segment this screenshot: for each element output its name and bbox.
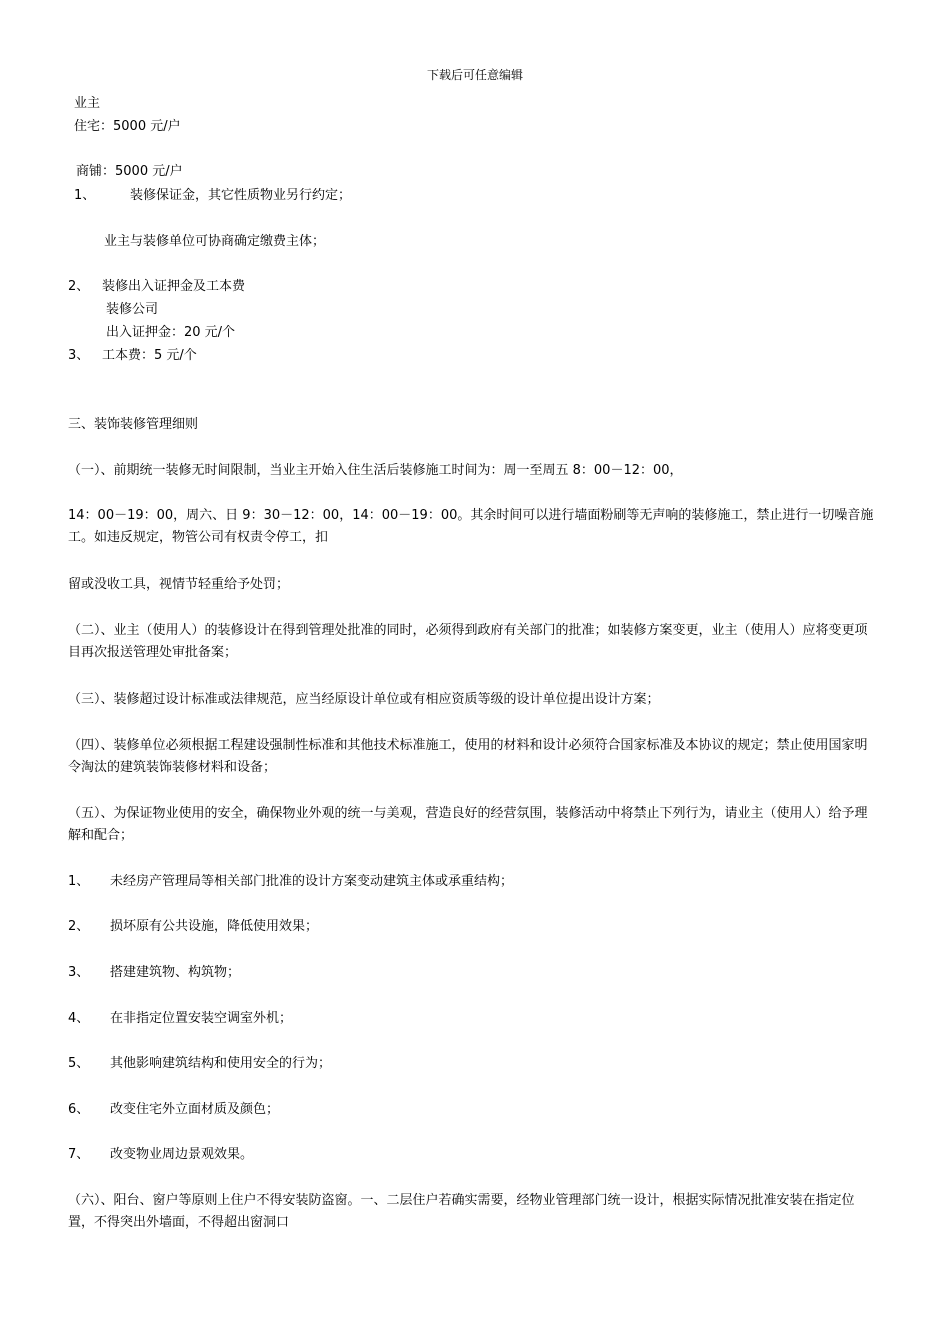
fee-item-1-note: 业主与装修单位可协商确定缴费主体； bbox=[104, 234, 326, 249]
fee-item-1-number: 1、 bbox=[74, 188, 96, 203]
paragraph-4: （四）、装修单位必须根据工程建设强制性标准和其他技术标准施工，使用的材料和设计必须符合国家标准及本协议的规定；禁止使用国家明令淘汰的建筑装饰装修材料和设备； bbox=[68, 738, 868, 775]
paragraph-1-line-1: （一）、前期统一装修无时间限制，当业主开始入住生活后装修施工时间为：周一至周五 8：00－12：00， bbox=[68, 463, 683, 478]
prohibited-item-4-text: 在非指定位置安装空调室外机； bbox=[110, 1011, 293, 1026]
paragraph-5: （五）、为保证物业使用的安全，确保物业外观的统一与美观，营造良好的经营氛围，装修活动中将禁止下列行为，请业主（使用人）给予理解和配合； bbox=[68, 806, 868, 843]
prohibited-item-4-number: 4、 bbox=[68, 1011, 90, 1026]
paragraph-1-end: 留或没收工具，视情节轻重给予处罚； bbox=[68, 577, 290, 592]
prohibited-item-3-text: 搭建建筑物、构筑物； bbox=[110, 965, 241, 980]
fee-item-2-number: 2、 bbox=[68, 279, 90, 294]
paragraph-1-continued: 14：00－19：00，周六、日 9：30－12：00，14：00－19：00。其余时间可以进行墙面粉刷等无声响的装修施工，禁止进行一切噪音施工。如违反规定，物管公司有权责令停工，扣 bbox=[68, 508, 874, 545]
prohibited-item-5-text: 其他影响建筑结构和使用安全的行为； bbox=[110, 1056, 332, 1071]
prohibited-item-2-text: 损坏原有公共设施，降低使用效果； bbox=[110, 919, 319, 934]
paragraph-6: （六）、阳台、窗户等原则上住户不得安装防盗窗。一、二层住户若确实需要，经物业管理部门统一设计，根据实际情况批准安装在指定位置，不得突出外墙面，不得超出窗洞口 bbox=[68, 1193, 855, 1230]
company-label: 装修公司 bbox=[106, 302, 159, 317]
paragraph-3: （三）、装修超过设计标准或法律规范，应当经原设计单位或有相应资质等级的设计单位提出设计方案； bbox=[68, 692, 660, 707]
prohibited-item-1-text: 未经房产管理局等相关部门批准的设计方案变动建筑主体或承重结构； bbox=[110, 874, 514, 889]
residence-fee: 住宅：5000 元/户 bbox=[74, 119, 181, 134]
prohibited-item-6-text: 改变住宅外立面材质及颜色； bbox=[110, 1102, 280, 1117]
section-title: 三、装饰装修管理细则 bbox=[68, 417, 199, 432]
prohibited-item-7-text: 改变物业周边景观效果。 bbox=[110, 1147, 254, 1162]
prohibited-item-7-number: 7、 bbox=[68, 1147, 90, 1162]
prohibited-item-1-number: 1、 bbox=[68, 874, 90, 889]
prohibited-item-3-number: 3、 bbox=[68, 965, 90, 980]
prohibited-item-2-number: 2、 bbox=[68, 919, 90, 934]
prohibited-item-6-number: 6、 bbox=[68, 1102, 90, 1117]
fee-item-3-number: 3、 bbox=[68, 348, 90, 363]
fee-item-2-text: 装修出入证押金及工本费 bbox=[102, 279, 246, 294]
page-header: 下载后可任意编辑 bbox=[426, 68, 523, 82]
fee-item-1-text: 装修保证金，其它性质物业另行约定； bbox=[130, 188, 352, 203]
prohibited-item-5-number: 5、 bbox=[68, 1056, 90, 1071]
fee-item-3-text: 工本费：5 元/个 bbox=[102, 348, 197, 363]
pass-deposit: 出入证押金：20 元/个 bbox=[106, 325, 236, 340]
owner-label: 业主 bbox=[74, 96, 101, 111]
shop-fee: 商铺：5000 元/户 bbox=[76, 164, 183, 179]
paragraph-2: （二）、业主（使用人）的装修设计在得到管理处批准的同时，必须得到政府有关部门的批准；如装修方案变更，业主（使用人）应将变更项目再次报送管理处审批备案； bbox=[68, 623, 868, 660]
